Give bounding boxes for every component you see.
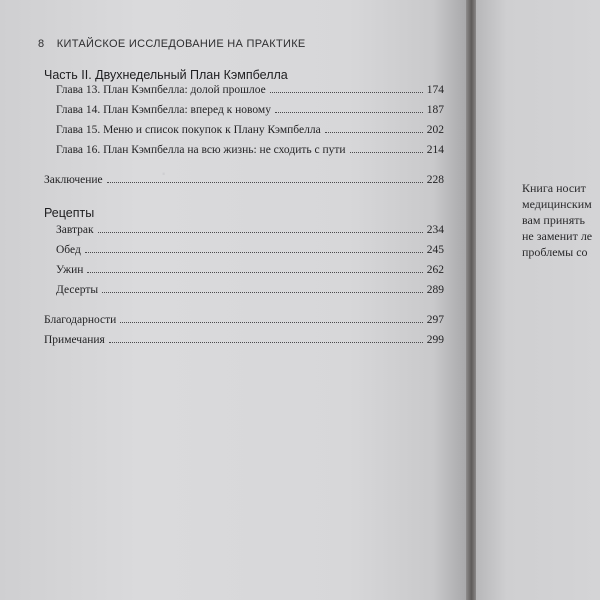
- toc-entry-page: 262: [426, 264, 444, 276]
- toc-entry-page: 234: [426, 224, 444, 236]
- running-title: КИТАЙСКОЕ ИССЛЕДОВАНИЕ НА ПРАКТИКЕ: [56, 38, 306, 50]
- toc-entry[interactable]: [56, 144, 444, 156]
- right-page-line: медицинским: [522, 197, 592, 211]
- leader-dots: [85, 252, 423, 253]
- toc-entry-title: Заключение: [44, 174, 103, 186]
- toc-entry-acknowledgments[interactable]: [44, 314, 444, 326]
- leader-dots: [120, 322, 422, 323]
- toc-entry-title: Глава 13. План Кэмпбелла: долой прошлое: [56, 84, 266, 96]
- toc-entry[interactable]: [56, 264, 444, 276]
- leader-dots: [275, 112, 423, 113]
- toc-entry-page: 228: [426, 174, 444, 186]
- show-through-text: ·: [160, 160, 170, 185]
- page-number: 8: [38, 38, 45, 50]
- toc-entry-page: 174: [426, 84, 444, 96]
- book-gutter: [466, 0, 476, 600]
- toc-entry-title: Ужин: [56, 264, 84, 276]
- toc-entry-title: Обед: [56, 244, 81, 256]
- toc-entry-page: 202: [426, 124, 444, 136]
- toc-entry-title: Десерты: [56, 284, 99, 296]
- toc-entry-title: Глава 15. Меню и список покупок к Плану Кэмпбелла: [56, 124, 321, 136]
- right-page-line: не заменит ле: [522, 229, 593, 243]
- toc-entry-conclusion[interactable]: [44, 174, 444, 186]
- leader-dots: [325, 132, 423, 133]
- leader-dots: [109, 342, 423, 343]
- toc-entry[interactable]: [56, 84, 444, 96]
- toc-entry-page: 299: [426, 334, 444, 346]
- toc-entry[interactable]: [56, 244, 444, 256]
- toc-entry-title: Благодарности: [44, 314, 117, 326]
- leader-dots: [102, 292, 423, 293]
- leader-dots: [270, 92, 423, 93]
- leader-dots: [87, 272, 422, 273]
- running-header: [38, 38, 306, 50]
- toc-entry-page: 297: [426, 314, 444, 326]
- leader-dots: [350, 152, 423, 153]
- toc-entry[interactable]: [56, 124, 444, 136]
- leader-dots: [98, 232, 423, 233]
- right-page-line: Книга носит: [522, 181, 586, 195]
- leader-dots: [107, 182, 423, 183]
- toc-part-title: Часть II. Двухнедельный План Кэмпбелла: [44, 68, 288, 82]
- right-page: [476, 0, 600, 600]
- toc-entry-page: 187: [426, 104, 444, 116]
- toc-entry-notes[interactable]: [44, 334, 444, 346]
- toc-entry[interactable]: [56, 104, 444, 116]
- right-page-line: вам принять: [522, 213, 585, 227]
- right-page-line: проблемы со: [522, 245, 588, 259]
- right-page-text: [522, 180, 592, 260]
- toc-entry-page: 214: [426, 144, 444, 156]
- toc-entry-title: Примечания: [44, 334, 105, 346]
- toc-entry-title: Завтрак: [56, 224, 94, 236]
- toc-entry-page: 289: [426, 284, 444, 296]
- toc-entry-page: 245: [426, 244, 444, 256]
- toc-entry[interactable]: [56, 224, 444, 236]
- toc-entry-title: Глава 14. План Кэмпбелла: вперед к новому: [56, 104, 271, 116]
- toc-recipes-title: Рецепты: [44, 206, 95, 220]
- toc-entry[interactable]: [56, 284, 444, 296]
- toc-entry-title: Глава 16. План Кэмпбелла на всю жизнь: не сходить с пути: [56, 144, 346, 156]
